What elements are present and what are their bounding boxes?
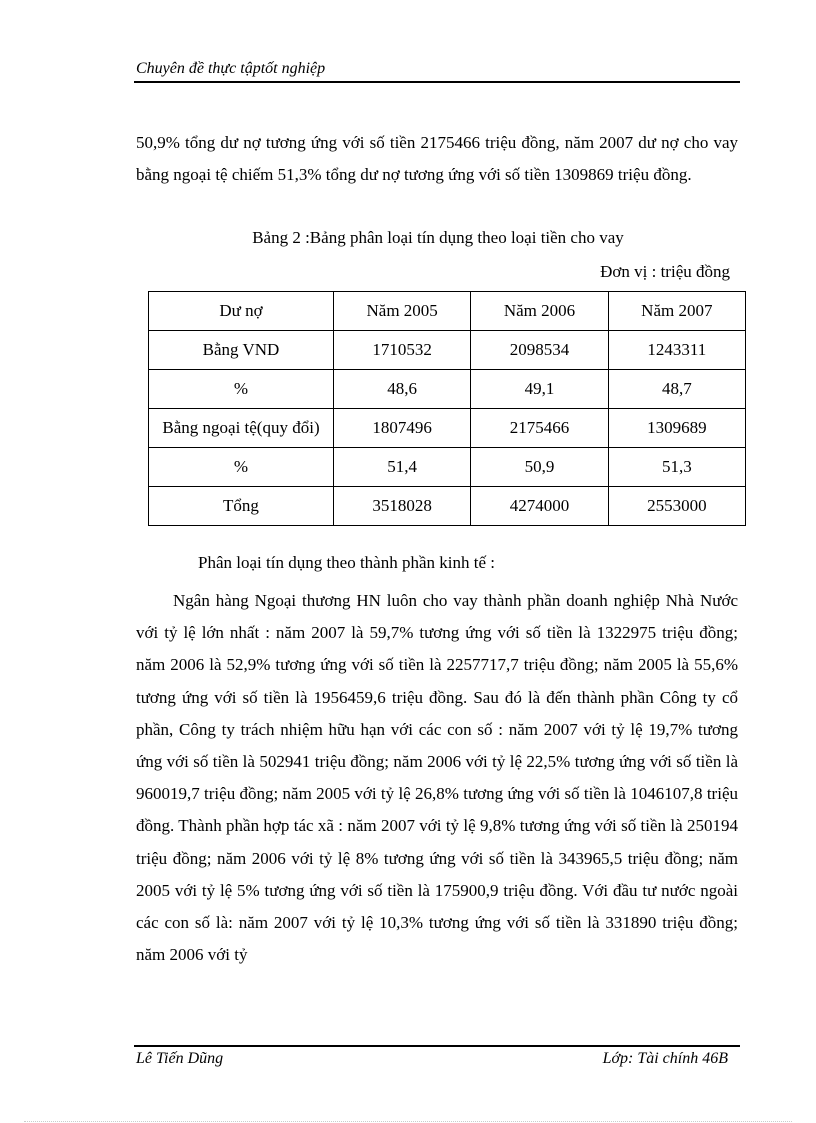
- table-cell: 48,6: [334, 370, 471, 409]
- table-cell: 1807496: [334, 409, 471, 448]
- table-cell: 49,1: [471, 370, 608, 409]
- footer-class: Lớp: Tài chính 46B: [602, 1050, 728, 1067]
- footer-divider: [134, 1045, 740, 1047]
- row-label: Bằng VND: [149, 331, 334, 370]
- table-cell: 50,9: [471, 448, 608, 487]
- row-label: Tổng: [149, 487, 334, 526]
- table-row: [149, 409, 746, 448]
- body-paragraph: Ngân hàng Ngoại thương HN luôn cho vay thành phần doanh nghiệp Nhà Nước với tỷ lệ lớn nhất : năm 2007 là 59,7% tương ứng với số tiền là 1322975 triệu đồng; năm 2006 là 52,9% tương ứng với số tiền là 2257717,7 triệu đồng; năm 2005 là 55,6% tương ứng với số tiền là 1956459,6 triệu đồng. Sau đó là đến thành phần Công ty cổ phần, Công ty trách nhiệm hữu hạn với các con số : năm 2007 với tỷ lệ 19,7% tương ứng với số tiền là 502941 triệu đồng; năm 2006 với tỷ lệ 22,5% tương ứng với số tiền là 960019,7 triệu đồng; năm 2005 với tỷ lệ 26,8% tương ứng với số tiền là 1046107,8 triệu đồng. Thành phần hợp tác xã : năm 2007 với tỷ lệ 9,8% tương ứng với số tiền là 250194 triệu đồng; năm 2006 với tỷ lệ 8% tương ứng với số tiền là 343965,5 triệu đồng; năm 2005 với tỷ lệ 5% tương ứng với số tiền là 175900,9 triệu đồng. Với đầu tư nước ngoài các con số là: năm 2007 với tỷ lệ 10,3% tương ứng với số tiền là 331890 triệu đồng; năm 2006 với tỷ: [136, 591, 738, 965]
- table-cell: 48,7: [608, 370, 745, 409]
- table-cell: 4274000: [471, 487, 608, 526]
- table-cell: 1309689: [608, 409, 745, 448]
- header-divider: [134, 81, 740, 83]
- table-cell: 2098534: [471, 331, 608, 370]
- table-cell: 3518028: [334, 487, 471, 526]
- table-caption: Bảng 2 :Bảng phân loại tín dụng theo loại tiền cho vay: [252, 228, 624, 247]
- intro-paragraph: 50,9% tổng dư nợ tương ứng với số tiền 2175466 triệu đồng, năm 2007 dư nợ cho vay bằng ngoại tệ chiếm 51,3% tổng dư nợ tương ứng với số tiền 1309869 triệu đồng.: [136, 133, 738, 185]
- table-unit: Đơn vị : triệu đồng: [600, 262, 730, 281]
- table-cell: 51,4: [334, 448, 471, 487]
- footer-author: Lê Tiến Dũng: [136, 1050, 224, 1067]
- table-row: [149, 448, 746, 487]
- table-row: [149, 487, 746, 526]
- page-bottom-dotted-line: [24, 1121, 792, 1122]
- header-cell: Dư nợ: [149, 292, 334, 331]
- row-label: Bằng ngoại tệ(quy đổi): [149, 409, 334, 448]
- credit-by-currency-table: [148, 291, 746, 526]
- header-cell: Năm 2006: [471, 292, 608, 331]
- page-header-title: Chuyên đề thực tậptốt nghiệp: [136, 60, 326, 77]
- table-cell: 51,3: [608, 448, 745, 487]
- table-cell: 1243311: [608, 331, 745, 370]
- table-row: [149, 370, 746, 409]
- row-label: %: [149, 370, 334, 409]
- header-cell: Năm 2005: [334, 292, 471, 331]
- table-row: [149, 331, 746, 370]
- table-cell: 2175466: [471, 409, 608, 448]
- row-label: %: [149, 448, 334, 487]
- table-cell: 1710532: [334, 331, 471, 370]
- table-header-row: [149, 292, 746, 331]
- section-title: Phân loại tín dụng theo thành phần kinh tế :: [198, 553, 495, 572]
- header-cell: Năm 2007: [608, 292, 745, 331]
- table-cell: 2553000: [608, 487, 745, 526]
